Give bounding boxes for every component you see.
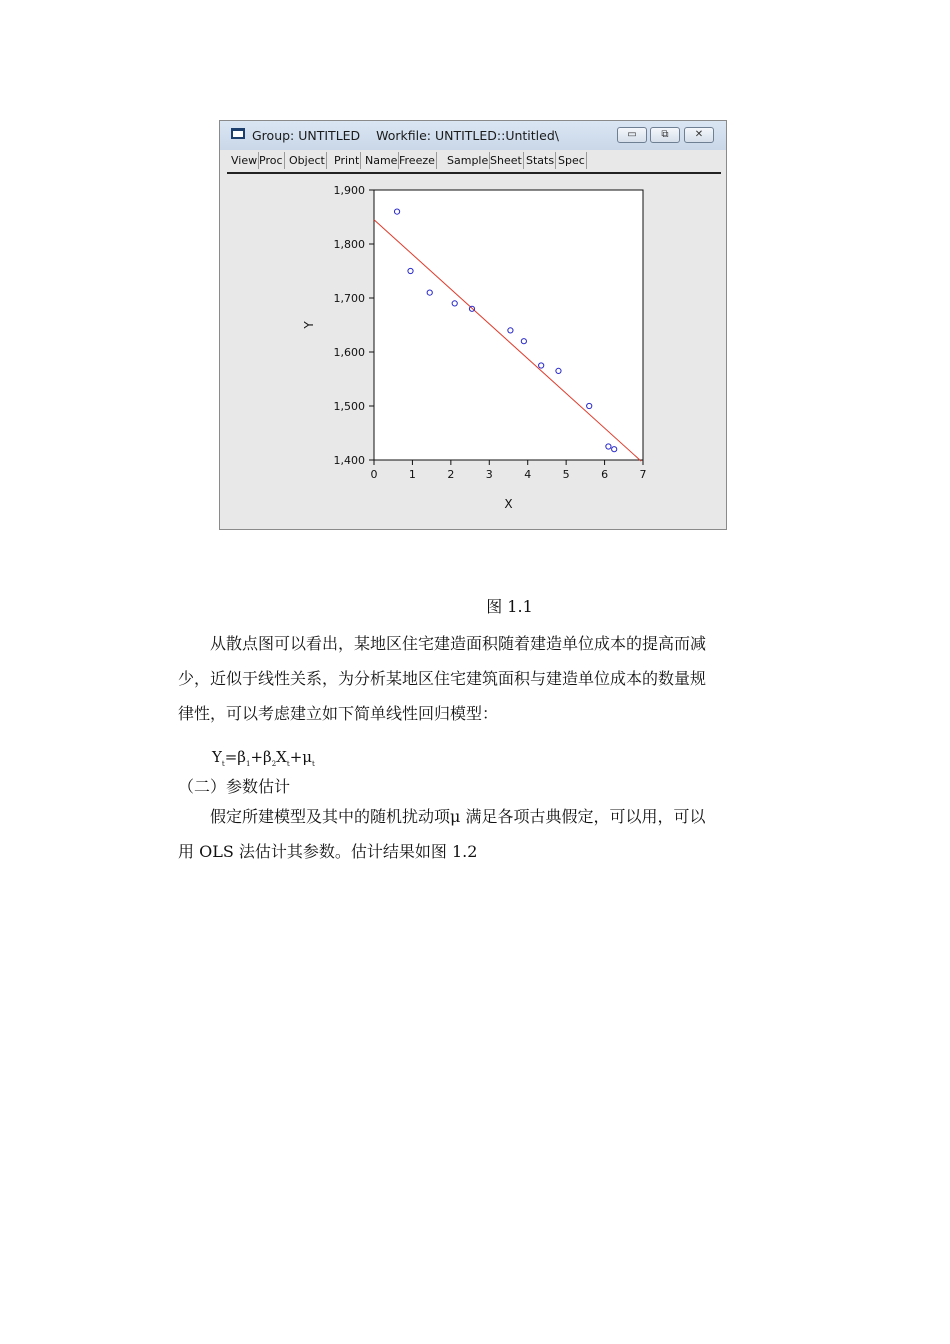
object-button[interactable]: Object [289,154,325,167]
spec-button[interactable]: Spec [558,154,585,167]
formula-beta2: +β [250,748,272,766]
proc-button[interactable]: Proc [259,154,283,167]
sheet-button[interactable]: Sheet [490,154,522,167]
formula-x: X [276,748,287,766]
y-tick-label: 1,400 [333,454,365,467]
x-tick-label: 6 [601,468,609,481]
formula-sub: 2 [271,760,277,768]
print-button[interactable]: Print [334,154,360,167]
x-tick-label: 1 [408,468,416,481]
stats-button[interactable]: Stats [526,154,555,167]
formula-y: Y [212,748,222,766]
restore-icon: ⧉ [661,129,669,140]
paragraph-2 [178,799,808,869]
x-tick-label: 3 [485,468,493,481]
regression-formula [212,748,315,768]
x-tick-label: 5 [562,468,570,481]
y-tick-label: 1,500 [333,400,365,413]
eviews-group-window [219,120,727,530]
y-tick-label: 1,700 [333,292,365,305]
formula-sub: t [312,760,315,768]
name-button[interactable]: Name [365,154,398,167]
close-icon: ✕ [694,129,704,140]
paragraph-line: 少，近似于线性关系，为分析某地区住宅建筑面积与建造单位成本的数量规 [178,669,707,688]
y-tick-label: 1,600 [333,346,365,359]
x-tick-label: 0 [370,468,378,481]
x-axis-label: X [504,497,513,511]
view-button[interactable]: View [231,154,258,167]
figure-caption: 图 1.1 [486,597,533,616]
y-axis-label: Y [302,321,316,329]
paragraph-1 [178,626,808,731]
minimize-icon: ▭ [627,129,637,140]
formula-beta1: =β [224,748,246,766]
formula-sub: 1 [245,760,251,768]
plot-area [374,190,643,460]
y-tick-label: 1,800 [333,238,365,251]
paragraph-line: 假定所建模型及其中的随机扰动项μ 满足各项古典假定，可以用，可以 [210,807,706,826]
formula-mu: +μ [289,748,313,766]
scatter-chart [220,121,726,529]
formula-sub: t [221,760,225,768]
section-heading: （二）参数估计 [178,777,291,796]
window-title: Group: UNTITLED Workfile: UNTITLED::Untitled\ [252,128,559,143]
x-tick-label: 7 [639,468,647,481]
paragraph-line: 律性，可以考虑建立如下简单线性回归模型： [178,704,499,723]
freeze-button[interactable]: Freeze [399,154,435,167]
sample-button[interactable]: Sample [447,154,489,167]
paragraph-line: 用 OLS 法估计其参数。估计结果如图 1.2 [178,842,478,861]
x-tick-label: 2 [447,468,455,481]
paragraph-line: 从散点图可以看出，某地区住宅建造面积随着建造单位成本的提高而减 [210,634,707,653]
formula-sub: t [286,760,290,768]
y-tick-label: 1,900 [333,184,365,197]
x-tick-label: 4 [524,468,532,481]
